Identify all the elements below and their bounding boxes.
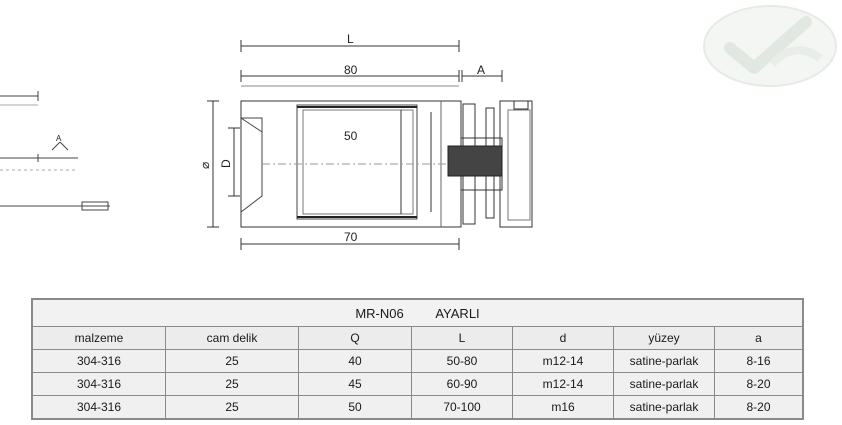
spec-table bbox=[31, 298, 804, 420]
label-left-A: A bbox=[56, 134, 62, 143]
col-header-malzeme: malzeme bbox=[32, 327, 166, 350]
label-50: 50 bbox=[344, 129, 358, 143]
col-header-a: a bbox=[715, 327, 804, 350]
col-header-q: Q bbox=[299, 327, 412, 350]
table-title-type: AYARLI bbox=[435, 305, 480, 321]
table-cell: 8-20 bbox=[715, 373, 804, 396]
table-cell: 70-100 bbox=[412, 396, 513, 420]
body-outline bbox=[241, 101, 461, 227]
table-cell: satine-parlak bbox=[614, 396, 715, 420]
col-header-cam-delik: cam delik bbox=[166, 327, 299, 350]
label-diameter: ⌀ bbox=[198, 161, 212, 169]
table-title bbox=[32, 299, 803, 327]
table-cell: 304-316 bbox=[32, 396, 166, 420]
table-header-row bbox=[32, 327, 803, 350]
table-cell: 45 bbox=[299, 373, 412, 396]
side-view-fragments bbox=[0, 91, 110, 210]
table-cell: 40 bbox=[299, 350, 412, 373]
label-80: 80 bbox=[344, 63, 358, 77]
label-L: L bbox=[347, 32, 354, 46]
table-cell: 25 bbox=[166, 373, 299, 396]
table-cell: m16 bbox=[513, 396, 614, 420]
table-cell: 25 bbox=[166, 350, 299, 373]
table-row bbox=[32, 396, 803, 420]
table-row bbox=[32, 373, 803, 396]
col-header-d: d bbox=[513, 327, 614, 350]
table-cell: 50-80 bbox=[412, 350, 513, 373]
label-70: 70 bbox=[344, 230, 358, 244]
table-cell: m12-14 bbox=[513, 350, 614, 373]
label-D: D bbox=[219, 159, 233, 168]
table-cell: m12-14 bbox=[513, 373, 614, 396]
table-cell: 8-20 bbox=[715, 396, 804, 420]
table-cell: 304-316 bbox=[32, 350, 166, 373]
col-header-yuzey: yüzey bbox=[614, 327, 715, 350]
label-A: A bbox=[477, 63, 486, 77]
table-cell: 60-90 bbox=[412, 373, 513, 396]
table-title-model: MR-N06 bbox=[355, 305, 404, 321]
table-cell: 25 bbox=[166, 396, 299, 420]
table-cell: 8-16 bbox=[715, 350, 804, 373]
table-cell: 50 bbox=[299, 396, 412, 420]
table-cell: satine-parlak bbox=[614, 373, 715, 396]
col-header-l: L bbox=[412, 327, 513, 350]
table-cell: satine-parlak bbox=[614, 350, 715, 373]
table-cell: 304-316 bbox=[32, 373, 166, 396]
table-row bbox=[32, 350, 803, 373]
